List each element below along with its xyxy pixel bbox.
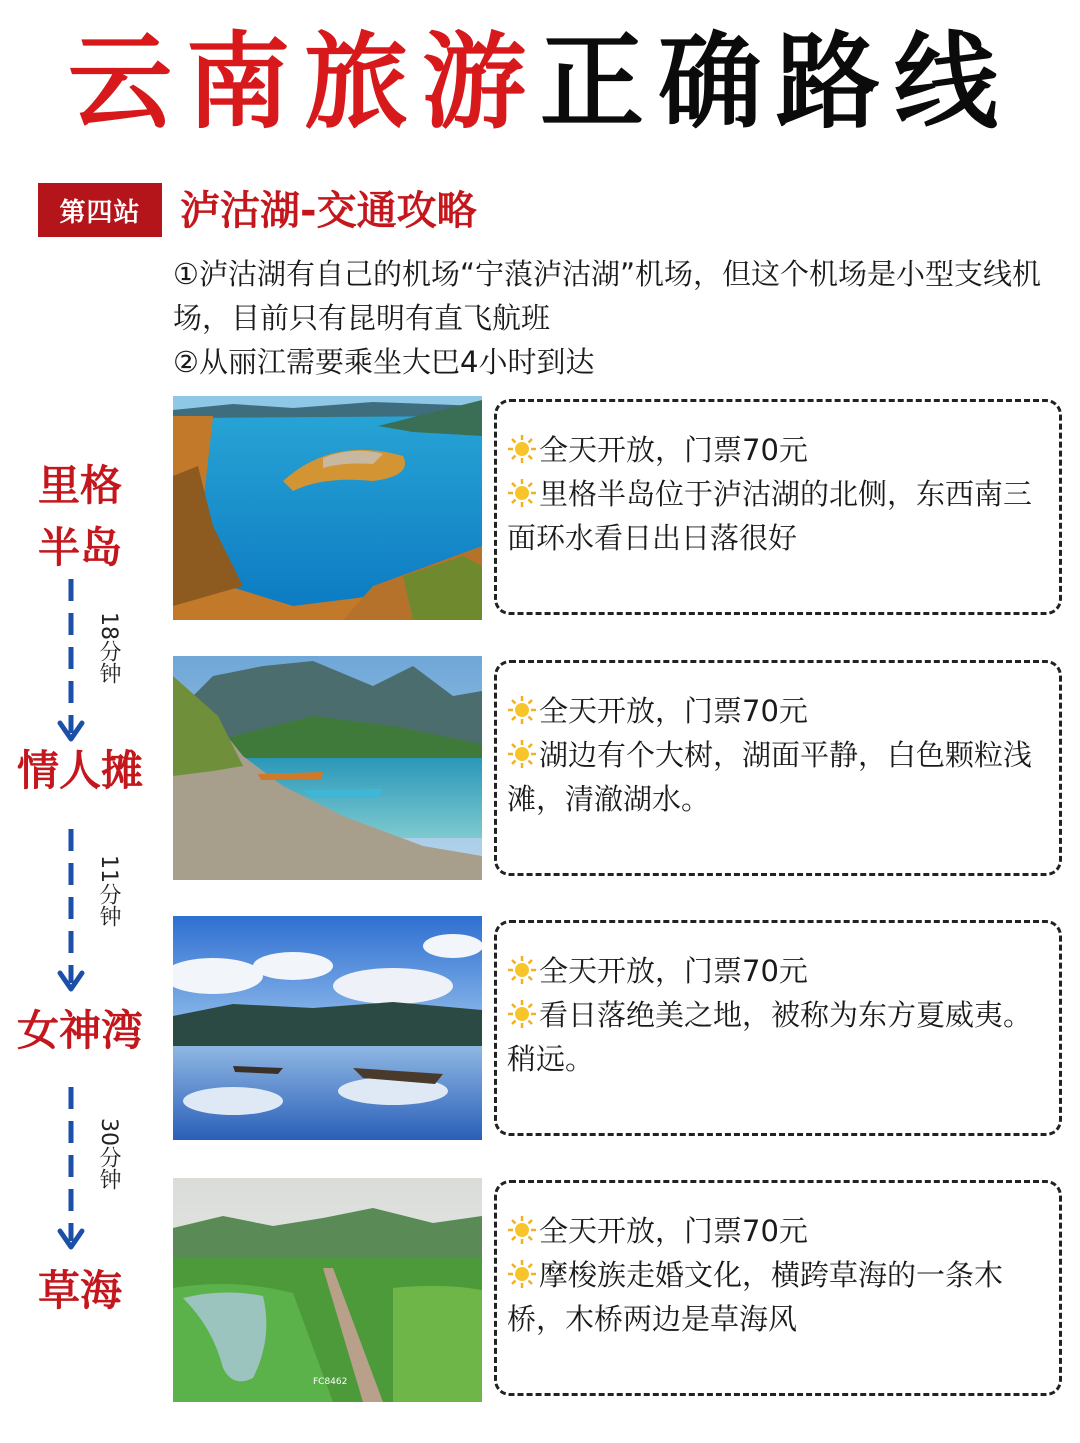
desc-text: 摩梭族走婚文化，横跨草海的一条木桥，木桥两边是草海风 <box>507 1258 1004 1336</box>
ticket-line <box>507 689 1049 733</box>
info-box-grass-sea <box>494 1180 1062 1396</box>
sun-icon <box>507 1259 537 1289</box>
ticket-line <box>507 1209 1049 1253</box>
arrow-down-icon <box>52 825 92 995</box>
ticket-line <box>507 949 1049 993</box>
ticket-line <box>507 428 1049 472</box>
info-box-lovers-beach <box>494 660 1062 876</box>
section-title: 泸沽湖-交通攻略 <box>180 188 477 234</box>
stop-name-goddess-bay: 女神湾 <box>16 1006 143 1055</box>
sun-icon <box>507 434 537 464</box>
ticket-text: 全天开放，门票70元 <box>539 433 808 467</box>
desc-text: 里格半岛位于泸沽湖的北侧，东西南三面环水看日出日落很好 <box>507 477 1033 555</box>
photo-lovers-beach <box>173 656 482 880</box>
stop-name-lovers-beach: 情人摊 <box>16 746 143 795</box>
photo-caption: FC8462 <box>313 1377 348 1387</box>
stop-name-grass-sea: 草海 <box>37 1266 122 1315</box>
ticket-text: 全天开放，门票70元 <box>539 694 808 728</box>
intro-text <box>173 252 1063 384</box>
sun-icon <box>507 695 537 725</box>
duration-3: 30分钟 <box>96 1118 121 1190</box>
sun-icon <box>507 1215 537 1245</box>
title-red: 云南旅游 <box>67 21 540 143</box>
station-badge: 第四站 <box>38 183 162 237</box>
desc-line <box>507 733 1049 821</box>
intro-line: ①泸沽湖有自己的机场“宁蒗泸沽湖”机场，但这个机场是小型支线机场，目前只有昆明有直飞航班 <box>173 257 1042 335</box>
photo-grass-sea <box>173 1178 482 1402</box>
sun-icon <box>507 999 537 1029</box>
photo-goddess-bay <box>173 916 482 1140</box>
arrow-down-icon <box>52 1083 92 1253</box>
stop-name-ligeli <box>0 455 160 579</box>
sun-icon <box>507 739 537 769</box>
desc-line <box>507 1253 1049 1341</box>
info-box-ligeli <box>494 399 1062 615</box>
sun-icon <box>507 955 537 985</box>
desc-line <box>507 472 1049 560</box>
desc-text: 湖边有个大树，湖面平静，白色颗粒浅滩，清澈湖水。 <box>507 738 1033 816</box>
stop-name-line: 里格 <box>37 461 122 510</box>
desc-line <box>507 993 1049 1081</box>
ticket-text: 全天开放，门票70元 <box>539 954 808 988</box>
desc-text: 看日落绝美之地，被称为东方夏威夷。稍远。 <box>507 998 1033 1076</box>
info-box-goddess-bay <box>494 920 1062 1136</box>
duration-1: 18分钟 <box>96 612 121 684</box>
intro-line: ②从丽江需要乘坐大巴4小时到达 <box>173 345 595 379</box>
duration-2: 11分钟 <box>96 855 121 927</box>
title-black: 正确路线 <box>540 21 1013 143</box>
arrow-down-icon <box>52 575 92 745</box>
photo-ligeli-peninsula <box>173 396 482 620</box>
stop-name-line: 半岛 <box>37 523 122 572</box>
ticket-text: 全天开放，门票70元 <box>539 1214 808 1248</box>
page-title <box>0 22 1080 142</box>
sun-icon <box>507 478 537 508</box>
